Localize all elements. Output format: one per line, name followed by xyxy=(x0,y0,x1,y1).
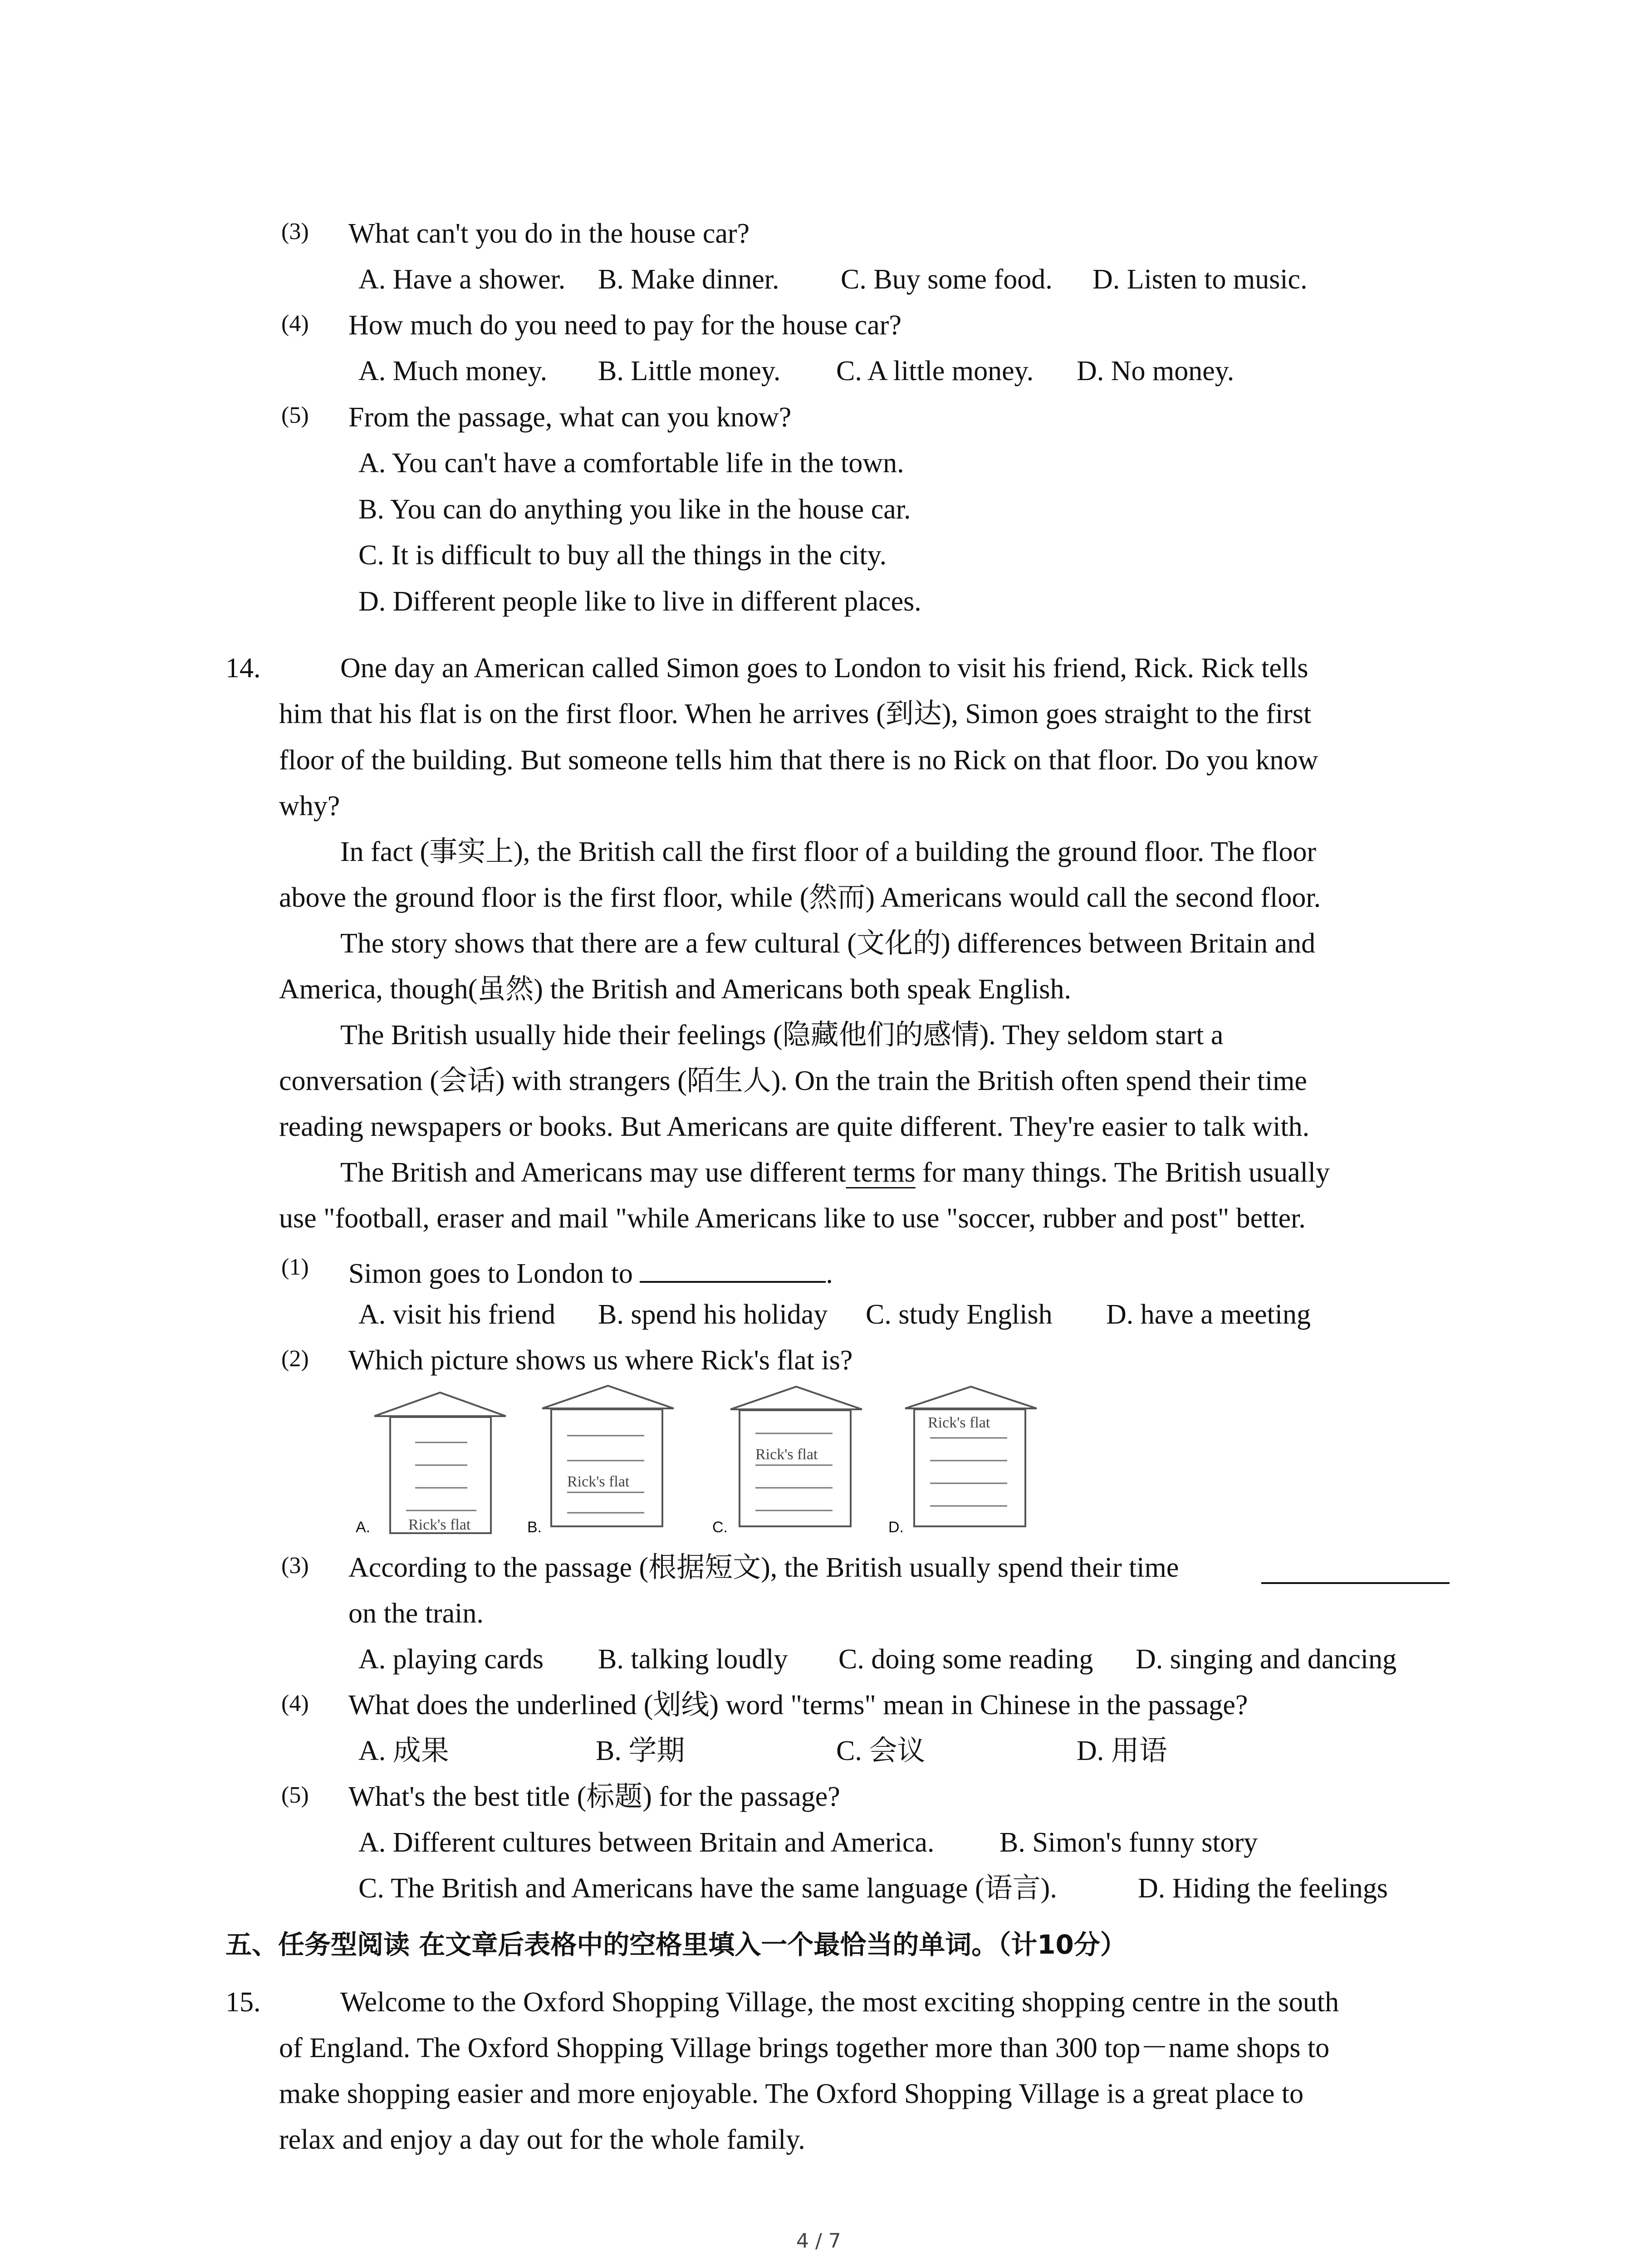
option: A. Different cultures between Britain and America. xyxy=(358,1827,935,1858)
option: D. No money. xyxy=(1077,356,1234,386)
question-number: (4) xyxy=(281,1691,309,1716)
picture-options xyxy=(349,1379,1039,1542)
option: D. singing and dancing xyxy=(1136,1644,1397,1675)
option: B. Make dinner. xyxy=(598,264,779,295)
question-text-cont: on the train. xyxy=(348,1598,484,1629)
picture-flat-label: Rick's flat xyxy=(755,1446,818,1463)
option: A. Have a shower. xyxy=(358,264,566,295)
passage-line: reading newspapers or books. But Americans are quite different. They're easier to talk with. xyxy=(279,1111,1310,1142)
passage-line: of England. The Oxford Shopping Village brings together more than 300 top－name shops to xyxy=(279,2033,1330,2063)
passage-line: One day an American called Simon goes to London to visit his friend, Rick. Rick tells xyxy=(340,653,1308,684)
question-number: (5) xyxy=(281,1782,309,1808)
passage-line: use "football, eraser and mail "while Americans like to use "soccer, rubber and post" better. xyxy=(279,1203,1306,1234)
passage-line: conversation (会话) with strangers (陌生人). On the train the British often spend their time xyxy=(279,1066,1307,1096)
option: B. Little money. xyxy=(598,356,781,386)
question-text: What's the best title (标题) for the passage? xyxy=(348,1781,840,1812)
option: C. The British and Americans have the same language (语言). xyxy=(358,1873,1057,1904)
option: B. spend his holiday xyxy=(598,1299,828,1330)
option: D. 用语 xyxy=(1077,1735,1167,1766)
option: C. study English xyxy=(866,1299,1053,1330)
option: C. doing some reading xyxy=(838,1644,1093,1675)
option: A. You can't have a comfortable life in the town. xyxy=(358,448,904,479)
passage-line: The British usually hide their feelings (隐藏他们的感情). They seldom start a xyxy=(340,1020,1224,1051)
option: A. playing cards xyxy=(358,1644,544,1675)
question-text: Simon goes to London to xyxy=(348,1258,633,1289)
option: B. 学期 xyxy=(596,1735,685,1766)
picture-flat-label: Rick's flat xyxy=(567,1473,630,1490)
question-number: (1) xyxy=(281,1254,309,1280)
passage-line xyxy=(340,1158,1330,1187)
house-picture-d[interactable] xyxy=(903,1381,1039,1531)
passage-text: The British and Americans may use different xyxy=(340,1157,846,1188)
question-text: Which picture shows us where Rick's flat is? xyxy=(348,1345,853,1376)
picture-flat-label: Rick's flat xyxy=(408,1516,471,1533)
passage-line: make shopping easier and more enjoyable. The Oxford Shopping Village is a great place to xyxy=(279,2078,1304,2109)
section-heading: 五、任务型阅读 在文章后表格中的空格里填入一个最恰当的单词。（计10分） xyxy=(225,1929,1127,1960)
option: B. You can do anything you like in the house car. xyxy=(358,494,911,525)
question-number: (2) xyxy=(281,1346,309,1372)
house-picture-c[interactable] xyxy=(728,1381,864,1531)
question-text: How much do you need to pay for the house car? xyxy=(348,310,901,341)
picture-letter: C. xyxy=(712,1519,728,1536)
question-text xyxy=(348,1255,833,1288)
passage-text: for many things. The British usually xyxy=(915,1157,1330,1188)
question-text: From the passage, what can you know? xyxy=(348,402,792,433)
option: D. Different people like to live in different places. xyxy=(358,586,921,617)
underlined-word: terms xyxy=(846,1157,916,1188)
option: D. have a meeting xyxy=(1106,1299,1311,1330)
question-number: (3) xyxy=(281,1553,309,1579)
question-number: 14. xyxy=(225,653,261,684)
picture-letter: B. xyxy=(527,1519,542,1536)
question-text: What can't you do in the house car? xyxy=(348,218,750,249)
passage-line: why? xyxy=(279,791,340,821)
answer-blank[interactable] xyxy=(640,1255,826,1283)
question-number: (4) xyxy=(281,311,309,337)
house-picture-b[interactable] xyxy=(540,1381,676,1531)
page-number: 4 / 7 xyxy=(796,2229,841,2253)
passage-line: Welcome to the Oxford Shopping Village, the most exciting shopping centre in the south xyxy=(340,1987,1339,2018)
question-number: (3) xyxy=(281,219,309,244)
option: A. visit his friend xyxy=(358,1299,555,1330)
question-end: . xyxy=(826,1258,833,1289)
house-picture-a[interactable] xyxy=(372,1388,508,1538)
passage-line: America, though(虽然) the British and Americans both speak English. xyxy=(279,974,1071,1005)
passage-line: In fact (事实上), the British call the first floor of a building the ground floor. The floor xyxy=(340,836,1317,867)
passage-line: floor of the building. But someone tells him that there is no Rick on that floor. Do you know xyxy=(279,745,1318,776)
question-number: (5) xyxy=(281,402,309,428)
picture-letter: D. xyxy=(888,1519,904,1536)
option: C. It is difficult to buy all the things in the city. xyxy=(358,540,887,571)
question-text: According to the passage (根据短文), the British usually spend their time xyxy=(348,1552,1179,1583)
passage-line: The story shows that there are a few cultural (文化的) differences between Britain and xyxy=(340,928,1316,959)
passage-line: him that his flat is on the first floor. When he arrives (到达), Simon goes straight to the first xyxy=(279,699,1312,729)
option: C. Buy some food. xyxy=(841,264,1053,295)
answer-blank[interactable] xyxy=(1261,1556,1450,1584)
passage-line: above the ground floor is the first floor, while (然而) Americans would call the second floor. xyxy=(279,882,1321,913)
picture-letter: A. xyxy=(356,1519,371,1536)
option: A. Much money. xyxy=(358,356,548,386)
option: A. 成果 xyxy=(358,1735,449,1766)
option: C. 会议 xyxy=(836,1735,926,1766)
option: D. Hiding the feelings xyxy=(1138,1873,1388,1904)
option: B. Simon's funny story xyxy=(999,1827,1258,1858)
option: C. A little money. xyxy=(836,356,1034,386)
question-number: 15. xyxy=(225,1987,261,2018)
option: D. Listen to music. xyxy=(1092,264,1308,295)
picture-flat-label: Rick's flat xyxy=(928,1414,990,1431)
option: B. talking loudly xyxy=(598,1644,788,1675)
question-text: What does the underlined (划线) word "terms" mean in Chinese in the passage? xyxy=(348,1690,1248,1721)
passage-line: relax and enjoy a day out for the whole family. xyxy=(279,2124,805,2155)
